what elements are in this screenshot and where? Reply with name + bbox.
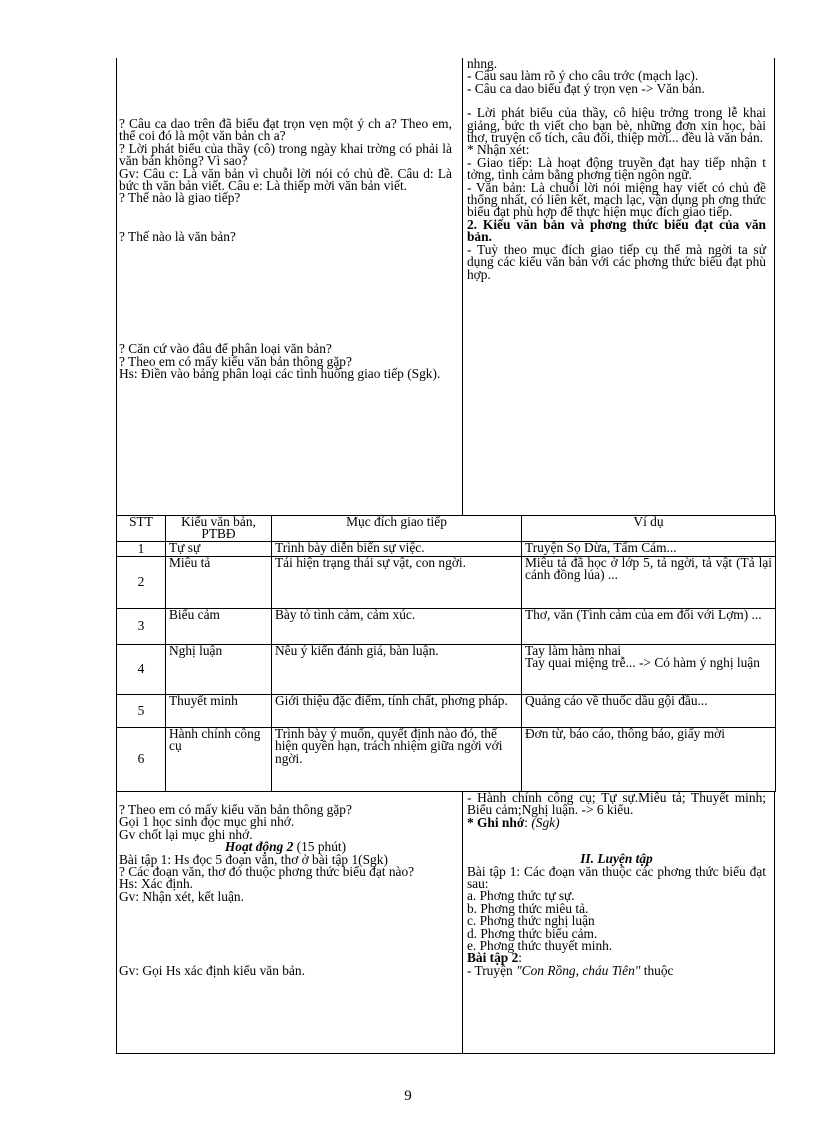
activity-title: Hoạt động 2 [224,839,294,855]
note-sep: : [524,814,532,830]
page-number: 9 [404,1088,412,1104]
exercise-2-label: Bài tập 2 [466,950,519,966]
row-purpose: Bày tỏ tình cảm, cảm xúc. [272,609,522,645]
row-example: Thơ, văn (Tình cảm của em đối với Lợm) ... [522,609,776,645]
table-row [117,728,776,792]
table-row [117,557,776,609]
question-ca-dao: ? Câu ca dao trên đã biểu đạt trọn vẹn một ý ch a? Theo em, thể coi đó là một văn bản ch a? [119,116,452,144]
exercise-2-pre: - Truyện [466,962,517,978]
exercise-1-instruction: Bài tập 1: Hs đọc 5 đoạn văn, thơ ở bài tập 1(Sgk) [119,851,388,867]
question-how-many-kinds: ? Theo em có mấy kiểu văn bản thông gặp? [119,802,352,817]
teacher-conclude: Gv chốt lại mục ghi nhớ. [119,826,253,842]
table-row [117,695,776,728]
read-note-instruction: Gọi 1 học sinh đọc mục ghi nhớ. [119,814,295,830]
list-item: b. Phơng thức miêu tả. [466,900,589,916]
remarks-label: * Nhận xét: [466,142,530,158]
table-row [117,645,776,695]
row-purpose: Trình bày diễn biến sự việc. [272,542,522,557]
row-purpose: Giới thiệu đặc điểm, tính chất, phơng pháp. [272,695,522,728]
top-block [116,58,775,515]
content-column-bottom [463,792,774,1053]
question-speech: ? Lời phát biểu của thầy (cô) trong ngày khai trờng có phải là văn bản không? Vì sao? [119,140,452,169]
story-title: "Con Rồng, cháu Tiên" [516,962,641,978]
exercise-2-post: thuộc [640,962,674,978]
teacher-comment: Gv: Nhận xét, kết luận. [119,888,244,904]
note-ref: (Sgk) [531,814,560,830]
answer-coherence: - Câu sau làm rõ ý cho câu trớc (mạch lạc). [466,68,699,84]
row-example: Quảng cáo về thuốc dầu gội đầu... [522,695,776,728]
note-line [466,814,766,830]
list-item: d. Phơng thức biểu cảm. [466,925,598,941]
section-heading-kinds: 2. Kiểu văn bản và phơng thức biểu đạt của văn bản. [466,216,766,245]
table-row [117,609,776,645]
student-identify: Hs: Xác định. [119,876,194,892]
row-stt: 2 [117,557,166,609]
teacher-column-bottom [117,792,463,1053]
row-example: Tay làm hàm nhai Tay quai miệng trễ... -> Có hàm ý nghị luận [522,645,776,695]
row-purpose: Nêu ý kiến đánh giá, bàn luận. [272,645,522,695]
header-example: Ví dụ [522,516,776,542]
answer-six-kinds: - Hành chính công cụ; Tự sự.Miêu tả; Thuyết minh; Biểu cảm;Nghị luận. -> 6 kiểu. [466,790,766,818]
definition-communication: - Giao tiếp: Là hoạt động truyền đạt hay tiếp nhận t tởng, tình cảm bằng phơng tiện ngôn ngữ. [466,154,766,183]
row-kind: Tự sự [166,542,272,557]
row-kind: Biểu cảm [166,609,272,645]
answer-speech: - Lời phát biểu của thầy, cô hiệu trởng trong lễ khai giảng, bức th viết cho bạn bè, những đơn xin học, bài thơ, truyện cổ tích, câu đối, thiệp mời... đều là văn bản. [466,105,766,146]
teacher-call: Gv: Gọi Hs xác định kiểu văn bản. [119,963,305,979]
teacher-column-top [117,58,463,515]
list-item: a. Phơng thức tự sự. [466,888,575,904]
list-item: c. Phơng thức nghị luận [466,913,595,929]
row-kind: Miêu tả [166,557,272,609]
row-stt: 5 [117,695,166,728]
exercise-2-colon: : [518,950,523,966]
answer-kinds: - Tuỳ theo mục đích giao tiếp cụ thể mà ngời ta sử dụng các kiểu văn bản với các phơng thức biểu đạt phù hợp. [466,241,766,282]
row-example: Truyện Sọ Dừa, Tấm Cám... [522,542,776,557]
bottom-block [116,792,775,1054]
student-task: Hs: Điền vào bảng phân loại các tình huống giao tiếp (Sgk). [119,366,441,382]
row-kind: Hành chính công cụ [166,728,272,792]
row-stt: 1 [117,542,166,557]
question-method: ? Các đoạn văn, thơ đó thuộc phơng thức biểu đạt nào? [119,864,415,880]
row-stt: 4 [117,645,166,695]
activity-time: (15 phút) [293,839,347,855]
table-header-row [117,516,776,542]
teacher-explanation: Gv: Câu c: Là văn bản vì chuỗi lời nói có chủ đề. Câu d: Là bức th văn bản viết. Câu e: Là thiếp mời văn bản viết. [119,165,452,194]
list-item: e. Phơng thức thuyết minh. [466,938,613,954]
row-example: Miêu tả đã học ở lớp 5, tả ngời, tả vật (Tả lại cánh đồng lúa) ... [522,557,776,609]
row-stt: 3 [117,609,166,645]
lesson-plan-frame [116,58,775,1054]
note-label: * Ghi nhớ [466,814,525,830]
row-purpose: Trình bày ý muốn, quyết định nào đó, thể hiện quyền hạn, trách nhiệm giữa ngời với ngời. [272,728,522,792]
row-stt: 6 [117,728,166,792]
header-stt: STT [117,516,166,542]
exercise-2-answer [466,962,766,978]
header-purpose: Mục đích giao tiếp [272,516,522,542]
row-kind: Thuyết minh [166,695,272,728]
answer-ca-dao: - Câu ca dao biểu đạt ý trọn vẹn -> Văn bản. [466,80,705,96]
text-types-table [116,515,776,792]
exercise-1-answer: Bài tập 1: Các đoạn văn thuộc các phơng thức biểu đạt sau: [466,863,766,892]
question-kinds: ? Theo em có mấy kiểu văn bản thông gặp? [119,353,352,369]
content-column-top [463,58,774,515]
row-example: Đơn từ, báo cáo, thông báo, giấy mời [522,728,776,792]
row-kind: Nghị luận [166,645,272,695]
definition-text: - Văn bản: Là chuỗi lời nói miệng hay viết có chủ đề thống nhất, có liên kết, mạch lạc, vận dụng ph ơng thức biểu đạt phù hợp để thực hiện mục đích giao tiếp. [466,179,766,220]
question-text: ? Thế nào là văn bản? [119,228,236,244]
question-communication: ? Thế nào là giao tiếp? [119,190,241,206]
question-classify: ? Căn cứ vào đâu để phân loại văn bản? [119,341,332,357]
answer-fragment: nhng. [466,56,498,71]
practice-heading: II. Luyện tập [580,851,653,867]
row-purpose: Tái hiện trạng thái sự vật, con ngời. [272,557,522,609]
header-kind: Kiểu văn bản, PTBĐ [166,516,272,542]
